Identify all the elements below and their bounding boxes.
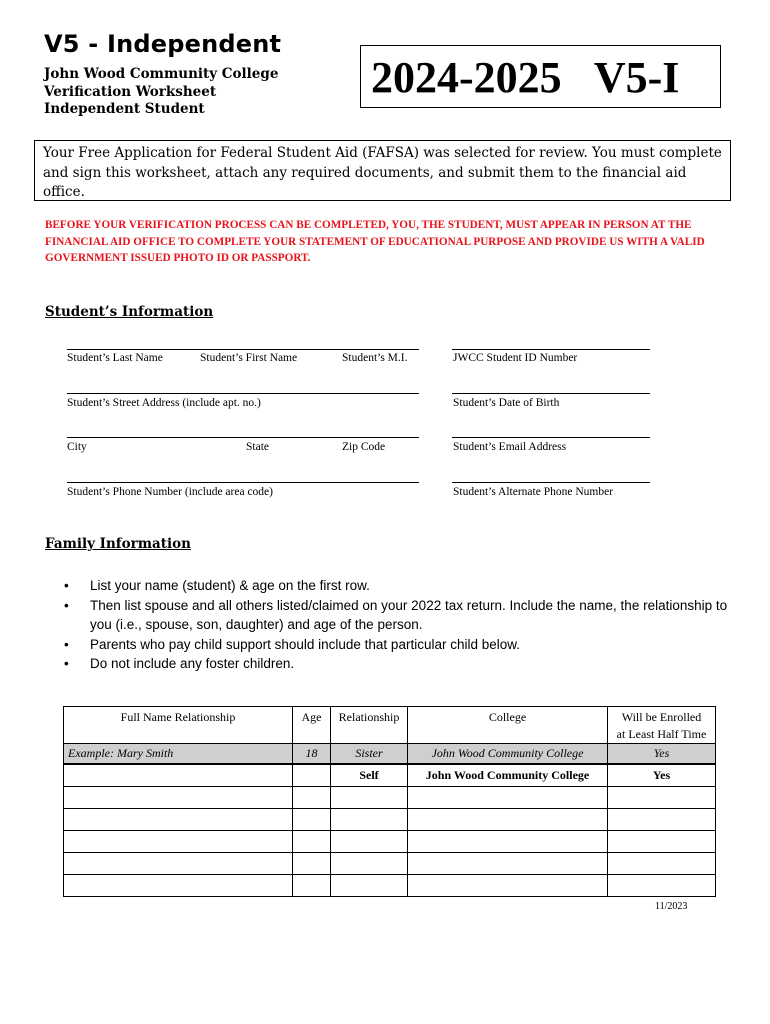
- self-row[interactable]: [64, 764, 716, 787]
- family-info-heading: Family Information: [45, 536, 191, 552]
- college-cell[interactable]: [408, 853, 608, 875]
- table-row[interactable]: [64, 809, 716, 831]
- student-type: Independent Student: [44, 101, 205, 117]
- col-header-name: Full Name Relationship: [64, 707, 293, 744]
- college-name: John Wood Community College: [44, 66, 279, 82]
- family-table: [63, 706, 716, 897]
- table-row[interactable]: [64, 787, 716, 809]
- city-label: City: [67, 441, 87, 453]
- example-row: [64, 744, 716, 764]
- self-name-cell[interactable]: [64, 764, 293, 787]
- list-item: • Do not include any foster children.: [64, 656, 295, 671]
- in-person-warning: BEFORE YOUR VERIFICATION PROCESS CAN BE COMPLETED, YOU, THE STUDENT, MUST APPEAR IN PERSON AT THE FINANCIAL AID OFFICE TO COMPLETE YOUR STATEMENT OF EDUCATIONAL PURPOSE AND PROVIDE US WITH A VALID GOVERNMENT ISSUED PHOTO ID OR PASSPORT.: [45, 219, 705, 264]
- family-instructions: [64, 576, 744, 674]
- revision-date: 11/2023: [655, 901, 688, 912]
- col-header-enrolled: Will be Enrolled at Least Half Time: [608, 707, 716, 744]
- id-line[interactable]: [452, 349, 650, 350]
- col-header-college: College: [408, 707, 608, 744]
- city-line[interactable]: [67, 437, 419, 438]
- student-info-heading: Student’s Information: [45, 304, 214, 320]
- name-cell[interactable]: [64, 809, 293, 831]
- col-header-age: Age: [293, 707, 331, 744]
- example-enrolled: Yes: [608, 744, 716, 764]
- student-id-label: JWCC Student ID Number: [453, 352, 578, 364]
- list-item: • List your name (student) & age on the first row.: [64, 578, 370, 593]
- zip-label: Zip Code: [342, 441, 386, 453]
- relationship-cell[interactable]: [331, 831, 408, 853]
- college-cell[interactable]: [408, 875, 608, 897]
- state-label: State: [246, 441, 269, 453]
- age-cell[interactable]: [293, 831, 331, 853]
- dob-label: Student’s Date of Birth: [453, 397, 560, 409]
- college-cell[interactable]: [408, 809, 608, 831]
- example-relationship: Sister: [331, 744, 408, 764]
- table-row[interactable]: [64, 831, 716, 853]
- form-subheading: [44, 66, 278, 119]
- college-cell[interactable]: [408, 787, 608, 809]
- self-enrolled: Yes: [608, 764, 716, 787]
- relationship-cell[interactable]: [331, 787, 408, 809]
- email-line[interactable]: [452, 437, 650, 438]
- enrolled-cell[interactable]: [608, 787, 716, 809]
- name-cell[interactable]: [64, 831, 293, 853]
- college-cell[interactable]: [408, 831, 608, 853]
- example-age: 18: [293, 744, 331, 764]
- table-row[interactable]: [64, 853, 716, 875]
- year-code: 2024-2025 V5-I: [371, 53, 680, 102]
- email-label: Student’s Email Address: [453, 441, 567, 453]
- phone-label: Student’s Phone Number (include area code): [67, 486, 273, 498]
- street-label: Student’s Street Address (include apt. no.): [67, 397, 261, 409]
- age-cell[interactable]: [293, 853, 331, 875]
- first-name-label: Student’s First Name: [200, 352, 298, 364]
- table-row[interactable]: [64, 875, 716, 897]
- enrolled-cell[interactable]: [608, 809, 716, 831]
- worksheet-name: Verification Worksheet: [44, 83, 217, 100]
- last-name-label: Student’s Last Name: [67, 352, 163, 364]
- age-cell[interactable]: [293, 787, 331, 809]
- enrolled-cell[interactable]: [608, 853, 716, 875]
- relationship-cell[interactable]: [331, 809, 408, 831]
- alt-phone-label: Student’s Alternate Phone Number: [453, 486, 614, 498]
- list-item: • Parents who pay child support should include that particular child below.: [64, 636, 521, 652]
- list-item: • Then list spouse and all others listed/claimed on your 2022 tax return. Include the name, the relationship to you (i.e., spouse, son, daughter) and age of the person.: [64, 597, 728, 632]
- name-line[interactable]: [67, 349, 419, 350]
- enrolled-cell[interactable]: [608, 875, 716, 897]
- name-cell[interactable]: [64, 787, 293, 809]
- intro-box: Your Free Application for Federal Student Aid (FAFSA) was selected for review. You must complete and sign this worksheet, attach any required documents, and submit them to the financial aid office.: [34, 140, 731, 201]
- example-college: John Wood Community College: [408, 744, 608, 764]
- col-header-relationship: Relationship: [331, 707, 408, 744]
- year-code-box: [360, 45, 721, 108]
- self-relationship: Self: [331, 764, 408, 787]
- enrolled-cell[interactable]: [608, 831, 716, 853]
- alt-phone-line[interactable]: [452, 482, 650, 483]
- name-cell[interactable]: [64, 853, 293, 875]
- phone-line[interactable]: [67, 482, 419, 483]
- table-header-row: [64, 707, 716, 744]
- age-cell[interactable]: [293, 809, 331, 831]
- street-line[interactable]: [67, 393, 419, 394]
- form-title: V5 - Independent: [44, 30, 282, 58]
- mi-label: Student’s M.I.: [342, 352, 408, 364]
- relationship-cell[interactable]: [331, 853, 408, 875]
- self-age-cell[interactable]: [293, 764, 331, 787]
- example-name: Example: Mary Smith: [64, 744, 293, 764]
- self-college: John Wood Community College: [408, 764, 608, 787]
- age-cell[interactable]: [293, 875, 331, 897]
- name-cell[interactable]: [64, 875, 293, 897]
- relationship-cell[interactable]: [331, 875, 408, 897]
- dob-line[interactable]: [452, 393, 650, 394]
